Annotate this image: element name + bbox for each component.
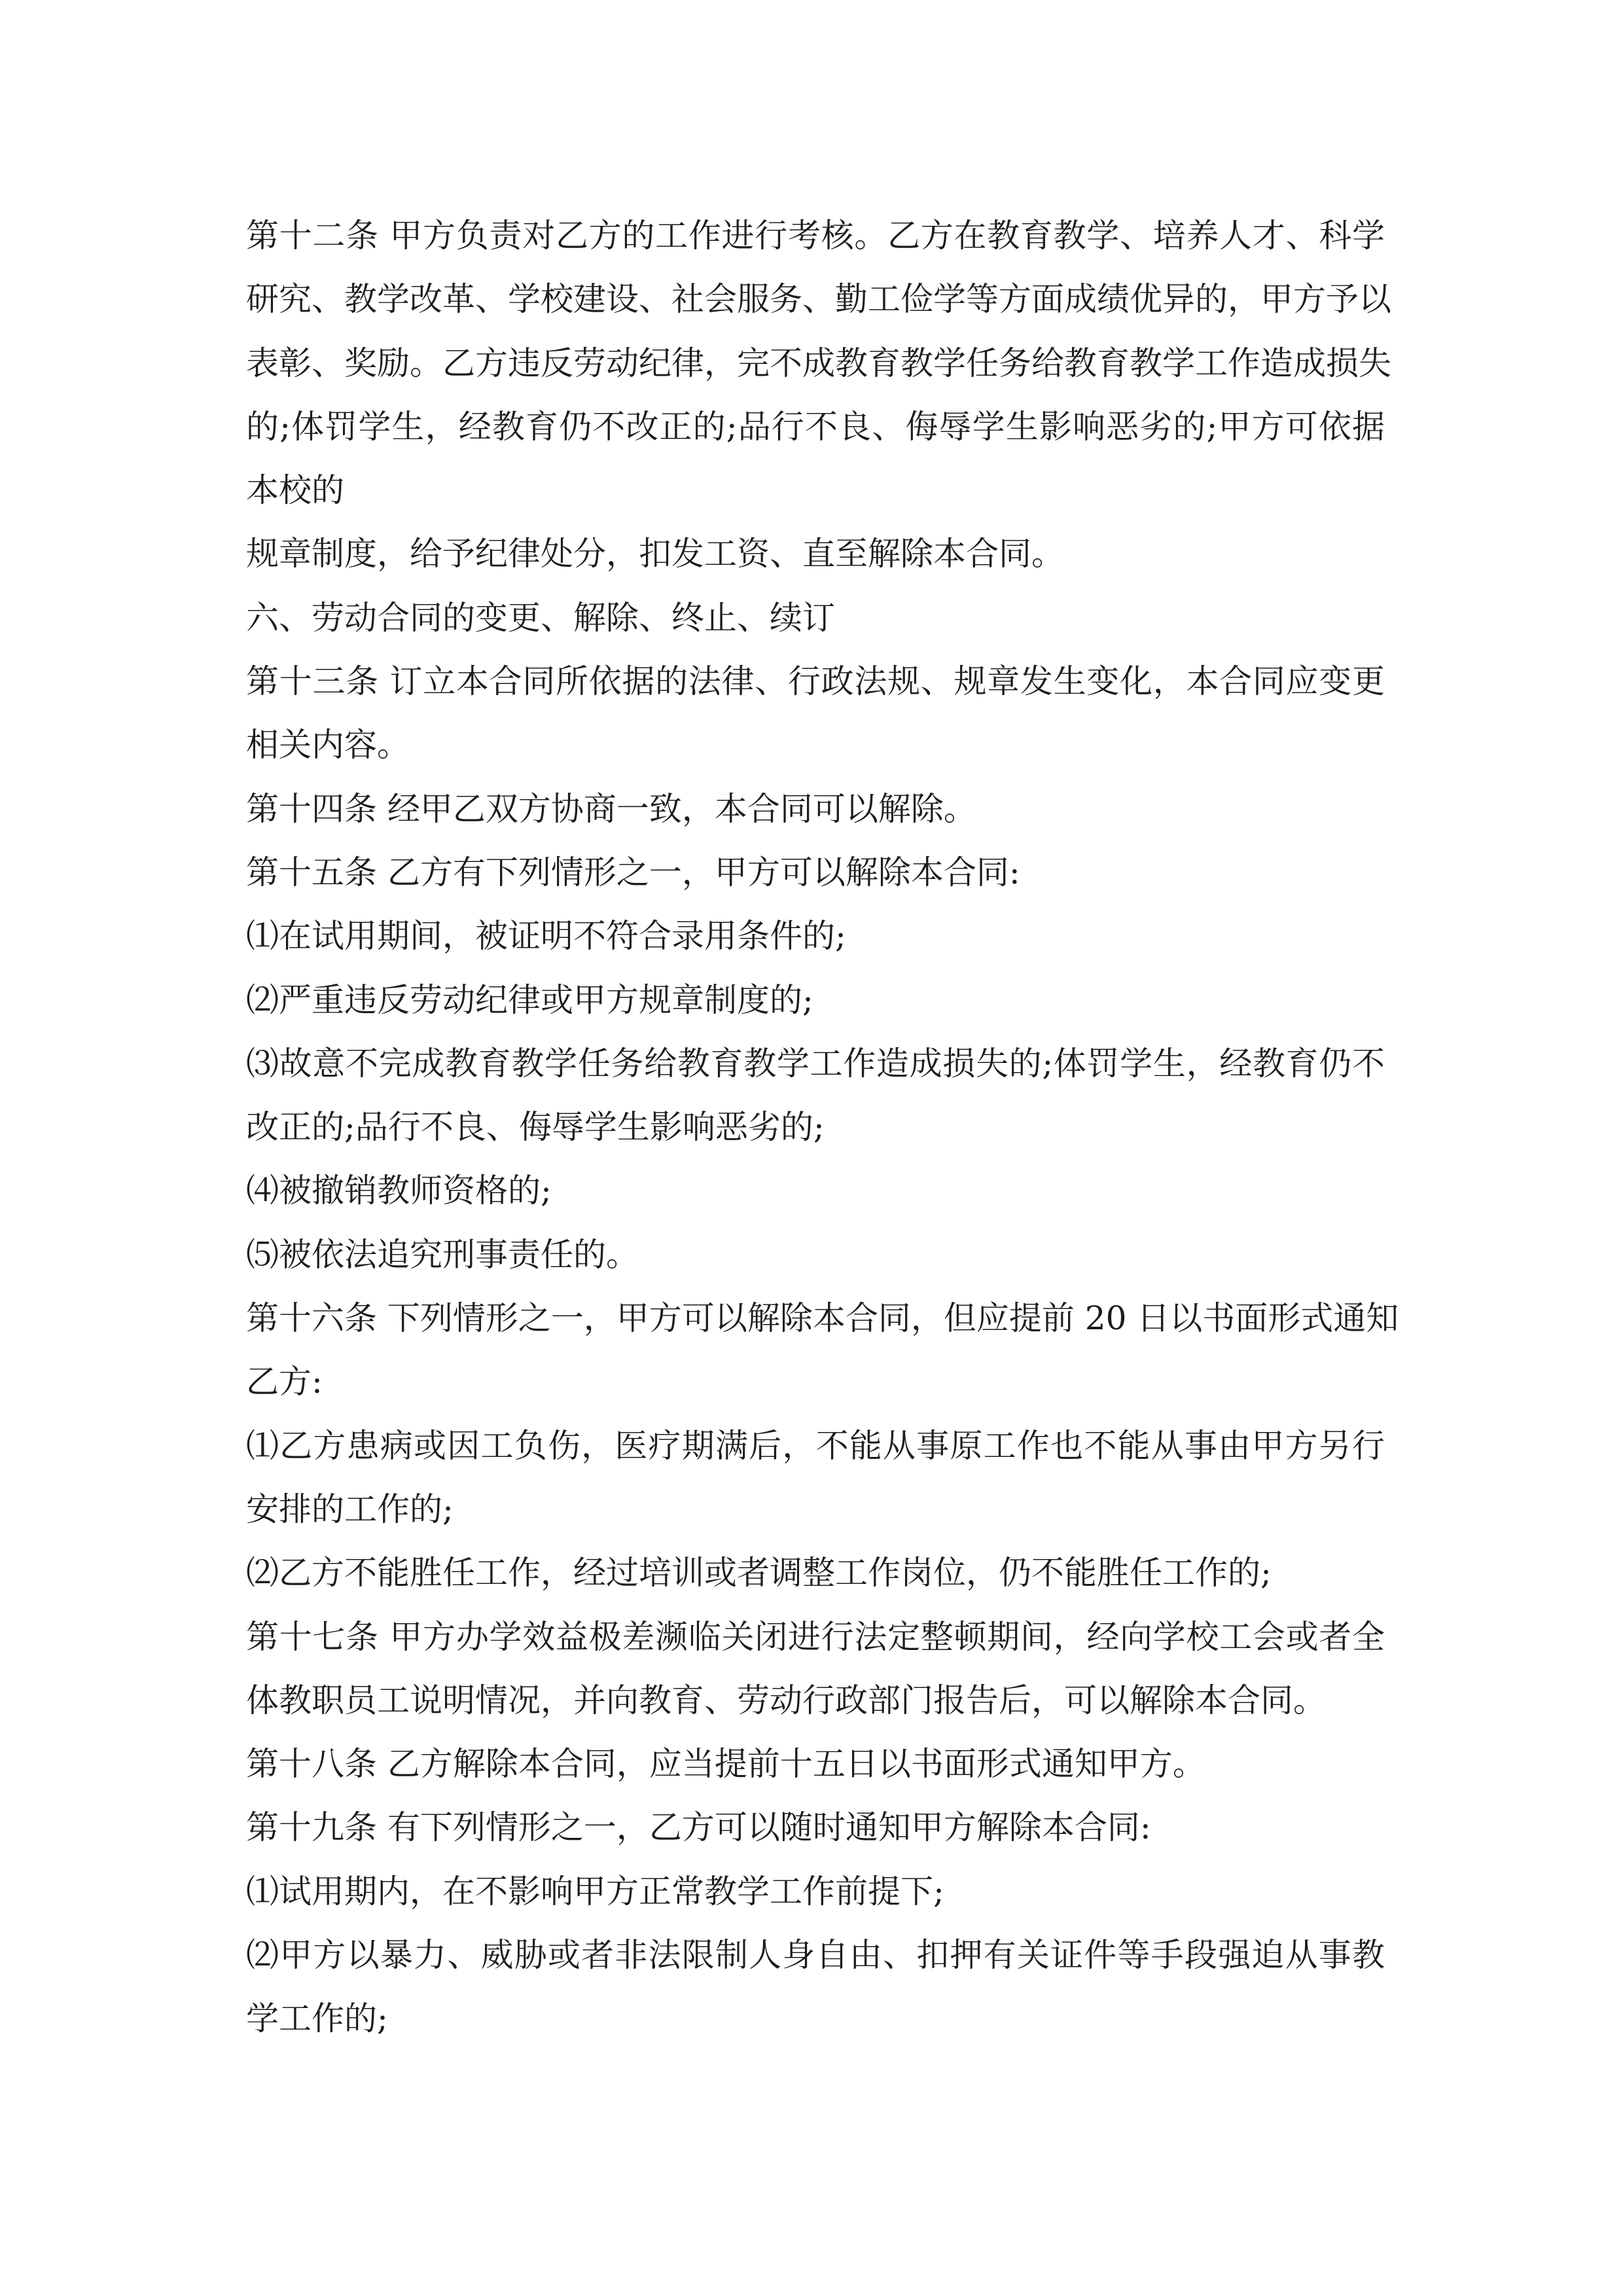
text-line: 研究、教学改革、学校建设、社会服务、勤工俭学等方面成绩优异的，甲方予以 (246, 280, 1391, 319)
list-item: ⑵严重违反劳动纪律或甲方规章制度的; (246, 980, 813, 1019)
list-item: ⑷被撤销教师资格的; (246, 1172, 552, 1210)
list-item: ⑴在试用期间，被证明不符合录用条件的; (246, 917, 846, 956)
list-item: ⑵甲方以暴力、威胁或者非法限制人身自由、扣押有关证件等手段强迫从事教 (246, 1936, 1385, 1975)
text-line: 乙方: (246, 1363, 323, 1401)
text-line: 改正的;品行不良、侮辱学生影响恶劣的; (246, 1108, 825, 1147)
list-item: ⑵乙方不能胜任工作，经过培训或者调整工作岗位，仍不能胜任工作的; (246, 1554, 1272, 1592)
list-item: ⑴乙方患病或因工负伤，医疗期满后，不能从事原工作也不能从事由甲方另行 (246, 1426, 1385, 1465)
text-line: 学工作的; (246, 2000, 388, 2038)
text-line: 第十九条 有下列情形之一，乙方可以随时通知甲方解除本合同: (246, 1808, 1151, 1847)
contract-text (246, 204, 1399, 2051)
text-line: 的;体罚学生，经教育仍不改正的;品行不良、侮辱学生影响恶劣的;甲方可依据 (246, 407, 1385, 446)
list-item: ⑸被依法追究刑事责任的。 (246, 1235, 639, 1274)
text-line: 安排的工作的; (246, 1490, 454, 1528)
text-line: 第十六条 下列情形之一，甲方可以解除本合同，但应提前 20 日以书面形式通知 (246, 1299, 1399, 1338)
section-heading: 六、劳动合同的变更、解除、终止、续订 (246, 598, 835, 637)
text-line: 第十二条 甲方负责对乙方的工作进行考核。乙方在教育教学、培养人才、科学 (246, 217, 1385, 255)
text-line: 第十五条 乙方有下列情形之一，甲方可以解除本合同: (246, 853, 1020, 891)
list-item: ⑶故意不完成教育教学任务给教育教学工作造成损失的;体罚学生，经教育仍不 (246, 1044, 1385, 1083)
text-line: 规章制度，给予纪律处分，扣发工资、直至解除本合同。 (246, 535, 1064, 573)
text-line: 第十七条 甲方办学效益极差濒临关闭进行法定整顿期间，经向学校工会或者全 (246, 1617, 1385, 1656)
text-line: 第十三条 订立本合同所依据的法律、行政法规、规章发生变化，本合同应变更 (246, 662, 1385, 701)
text-line: 表彰、奖励。乙方违反劳动纪律，完不成教育教学任务给教育教学工作造成损失 (246, 344, 1391, 382)
text-line: 第十八条 乙方解除本合同，应当提前十五日以书面形式通知甲方。 (246, 1745, 1205, 1784)
text-line: 体教职员工说明情况，并向教育、劳动行政部门报告后，可以解除本合同。 (246, 1681, 1326, 1719)
text-line: 本校的 (246, 471, 344, 510)
text-line: 第十四条 经甲乙双方协商一致，本合同可以解除。 (246, 789, 976, 828)
list-item: ⑴试用期内，在不影响甲方正常教学工作前提下; (246, 1872, 944, 1910)
text-line: 相关内容。 (246, 726, 410, 764)
